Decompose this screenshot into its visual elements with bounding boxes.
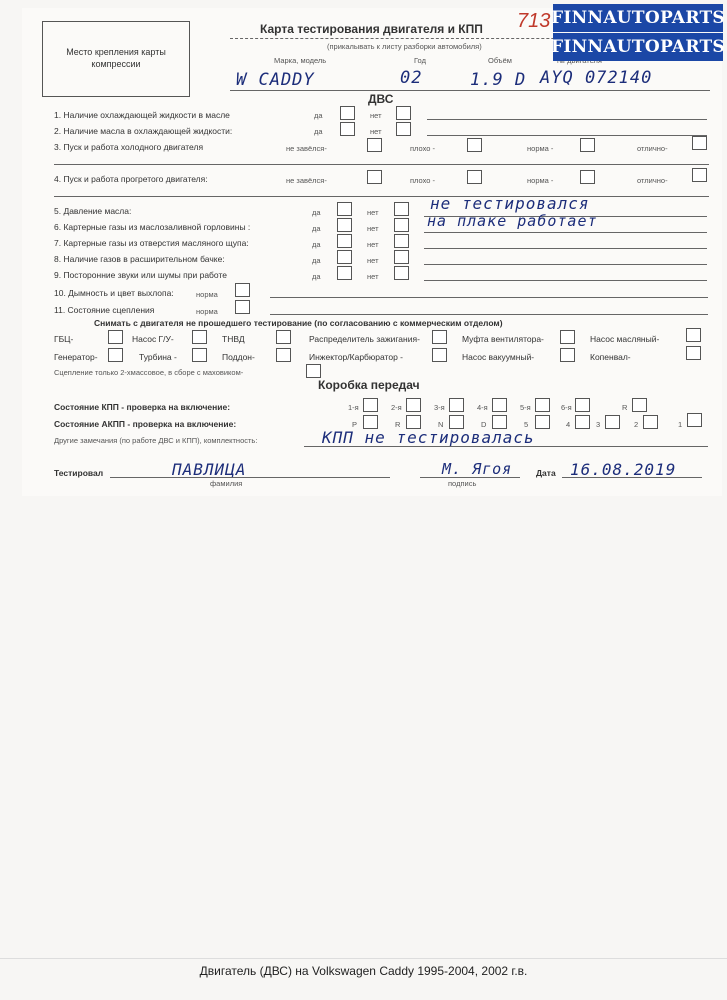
check-7-yes-checkbox[interactable] [337,234,352,248]
check-3-excellent: отлично- [637,144,668,153]
check-4-not-started-checkbox[interactable] [367,170,382,184]
check-11: 11. Состояние сцепления [54,305,155,315]
signature-value: М. Ягоя [442,460,513,478]
auto-p-checkbox[interactable] [363,415,378,429]
check-3-not-started-checkbox[interactable] [367,138,382,152]
gear-6-checkbox[interactable] [575,398,590,412]
tested-label: Тестировал [54,468,104,478]
kpp-label: Состояние КПП - проверка на включение: [54,402,231,412]
check-3-excellent-checkbox[interactable] [692,136,707,150]
part-tnvd-checkbox[interactable] [276,330,291,344]
check-10: 10. Дымность и цвет выхлопа: [54,288,174,298]
check-11-line [270,314,708,315]
gear-2-label: 2-я [391,403,402,412]
check-2-line [427,135,707,136]
auto-n-label: N [438,420,444,429]
surname-value: ПАВЛИЦА [172,460,247,479]
col-model: Марка, модель [274,56,327,65]
other-remarks-label: Другие замечания (по работе ДВС и КПП), комплектность: [54,436,258,445]
check-9-no-checkbox[interactable] [394,266,409,280]
header-line [230,90,710,91]
gear-3-checkbox[interactable] [449,398,464,412]
check-2-yes-label: да [314,127,323,136]
clutch-checkbox[interactable] [306,364,321,378]
date-value: 16.08.2019 [570,460,677,479]
part-distributor-checkbox[interactable] [432,330,447,344]
watermark-logo-2: FINNAUTOPARTS [553,33,723,61]
auto-2-checkbox[interactable] [643,415,658,429]
gear-5-checkbox[interactable] [535,398,550,412]
check-3-line [54,164,709,165]
check-4-not-started: не завёлся- [286,176,327,185]
check-6-yes-checkbox[interactable] [337,218,352,232]
check-11-norm-checkbox[interactable] [235,300,250,314]
corner-number: 713 [517,10,551,32]
remove-title: Снимать с двигателя не прошедшего тестирование (по согласованию с коммерческим отделом) [94,318,503,328]
check-2-yes-checkbox[interactable] [340,122,355,136]
check-3-normal-checkbox[interactable] [580,138,595,152]
gearbox-title: Коробка передач [318,378,420,392]
auto-3-checkbox[interactable] [605,415,620,429]
part-gbc: ГБЦ- [54,334,74,344]
part-vacuum-pump: Насос вакуумный- [462,352,535,362]
other-remarks-note: КПП не тестировалась [322,428,535,447]
card-subtitle: (прикалывать к листу разборки автомобиля) [327,42,482,51]
year-value: 02 [400,68,423,88]
check-3-not-started: не завёлся- [286,144,327,153]
check-4-normal-checkbox[interactable] [580,170,595,184]
surname-line [110,477,390,478]
check-6: 6. Картерные газы из маслозаливной горловины : [54,222,251,232]
check-10-norm-label: норма [196,290,218,299]
check-9-no-label: нет [367,272,379,281]
check-9-yes-checkbox[interactable] [337,266,352,280]
check-1-yes-checkbox[interactable] [340,106,355,120]
compression-card-mount-box [42,21,190,97]
clutch-note: Сцепление только 2-хмассовое, в сборе с маховиком- [54,368,244,377]
gear-1-checkbox[interactable] [363,398,378,412]
part-turbine-checkbox[interactable] [192,348,207,362]
check-7: 7. Картерные газы из отверстия масляного щупа: [54,238,249,248]
part-oil-pan-checkbox[interactable] [276,348,291,362]
check-4-normal: норма - [527,176,554,185]
check-2-no-checkbox[interactable] [396,122,411,136]
auto-4-checkbox[interactable] [575,415,590,429]
check-4-excellent-checkbox[interactable] [692,168,707,182]
part-oil-pump-checkbox[interactable] [686,328,701,342]
gear-5-label: 5-я [520,403,531,412]
part-crankshaft-checkbox[interactable] [686,346,701,360]
check-5-no-checkbox[interactable] [394,202,409,216]
part-gbc-checkbox[interactable] [108,330,123,344]
volume-value: 1.9 D [470,70,527,90]
check-3: 3. Пуск и работа холодного двигателя [54,142,204,152]
check-8-line [424,264,707,265]
card-title: Карта тестирования двигателя и КПП [260,22,483,36]
auto-5-checkbox[interactable] [535,415,550,429]
check-9-line [424,280,707,281]
gear-4-checkbox[interactable] [492,398,507,412]
check-4-bad: плохо - [410,176,436,185]
part-fan-clutch-checkbox[interactable] [560,330,575,344]
check-2-no-label: нет [370,127,382,136]
part-distributor: Распределитель зажигания- [309,334,420,344]
part-generator: Генератор- [54,352,98,362]
check-5: 5. Давление масла: [54,206,132,216]
check-10-line [270,297,708,298]
auto-1-label: 1 [678,420,683,429]
crankcase-gases-note: на плаке работает [427,212,598,230]
gear-2-checkbox[interactable] [406,398,421,412]
check-5-yes-label: да [312,208,321,217]
check-7-yes-label: да [312,240,321,249]
part-oil-pump: Насос масляный- [590,334,660,344]
check-6-line [424,232,707,233]
check-3-normal: норма - [527,144,554,153]
auto-p-label: P [352,420,358,429]
check-8-no-checkbox[interactable] [394,250,409,264]
gear-r-checkbox[interactable] [632,398,647,412]
part-injector: Инжектор/Карбюратор - [309,352,404,362]
surname-label: фамилия [210,479,243,488]
check-8: 8. Наличие газов в расширительном бачке: [54,254,225,264]
gear-3-label: 3-я [434,403,445,412]
part-pump-gu-checkbox[interactable] [192,330,207,344]
check-4: 4. Пуск и работа прогретого двигателя: [54,174,208,184]
gear-4-label: 4-я [477,403,488,412]
test-card [22,8,722,496]
check-4-excellent: отлично- [637,176,668,185]
auto-d-label: D [481,420,487,429]
auto-4-label: 4 [566,420,571,429]
col-volume: Объём [488,56,512,65]
engine-code-value: AYQ 072140 [540,68,653,88]
part-tnvd: ТНВД [222,334,245,344]
image-caption: Двигатель (ДВС) на Volkswagen Caddy 1995-2004, 2002 г.в. [199,964,528,978]
part-crankshaft: Копенвал- [590,352,631,362]
check-1-yes-label: да [314,111,323,120]
check-1: 1. Наличие охлаждающей жидкости в масле [54,110,230,120]
check-8-yes-label: да [312,256,321,265]
check-3-bad-checkbox[interactable] [467,138,482,152]
date-line [562,477,702,478]
check-1-no-checkbox[interactable] [396,106,411,120]
col-year: Год [414,56,426,65]
auto-2-label: 2 [634,420,639,429]
part-generator-checkbox[interactable] [108,348,123,362]
check-4-line [54,196,709,197]
check-6-no-checkbox[interactable] [394,218,409,232]
gear-6-label: 6-я [561,403,572,412]
auto-5-label: 5 [524,420,529,429]
other-remarks-line [304,446,708,447]
check-6-yes-label: да [312,224,321,233]
check-6-no-label: нет [367,224,379,233]
auto-n-checkbox[interactable] [449,415,464,429]
part-fan-clutch: Муфта вентилятора- [462,334,544,344]
mount-label: Место крепления карты компрессии [66,47,166,69]
check-7-line [424,248,707,249]
watermark-logo-1: FINNAUTOPARTS [553,4,723,32]
auto-r-checkbox[interactable] [406,415,421,429]
auto-3-label: 3 [596,420,601,429]
caption-divider [0,958,727,959]
check-3-bad: плохо - [410,144,436,153]
check-4-bad-checkbox[interactable] [467,170,482,184]
check-8-yes-checkbox[interactable] [337,250,352,264]
gear-r-label: R [622,403,628,412]
check-7-no-checkbox[interactable] [394,234,409,248]
part-pump-gu: Насос Г/У- [132,334,174,344]
signature-label: подпись [448,479,477,488]
check-1-line [427,119,707,120]
part-oil-pan: Поддон- [222,352,255,362]
check-9-yes-label: да [312,272,321,281]
date-label: Дата [536,468,556,478]
check-1-no-label: нет [370,111,382,120]
check-5-yes-checkbox[interactable] [337,202,352,216]
check-5-no-label: нет [367,208,379,217]
check-9: 9. Посторонние звуки или шумы при работе [54,270,227,280]
auto-1-checkbox[interactable] [687,413,702,427]
check-11-norm-label: норма [196,307,218,316]
check-10-norm-checkbox[interactable] [235,283,250,297]
check-2: 2. Наличие масла в охлаждающей жидкости: [54,126,233,136]
part-turbine: Турбина - [139,352,177,362]
engine-section-title: ДВС [368,92,394,106]
auto-r-label: R [395,420,401,429]
auto-d-checkbox[interactable] [492,415,507,429]
check-8-no-label: нет [367,256,379,265]
part-injector-checkbox[interactable] [432,348,447,362]
model-value: W CADDY [236,70,315,90]
signature-line [420,477,520,478]
oil-pressure-note: не тестировалcя [430,194,590,213]
akpp-label: Состояние АКПП - проверка на включение: [54,419,237,429]
gear-1-label: 1-я [348,403,359,412]
check-7-no-label: нет [367,240,379,249]
part-vacuum-pump-checkbox[interactable] [560,348,575,362]
